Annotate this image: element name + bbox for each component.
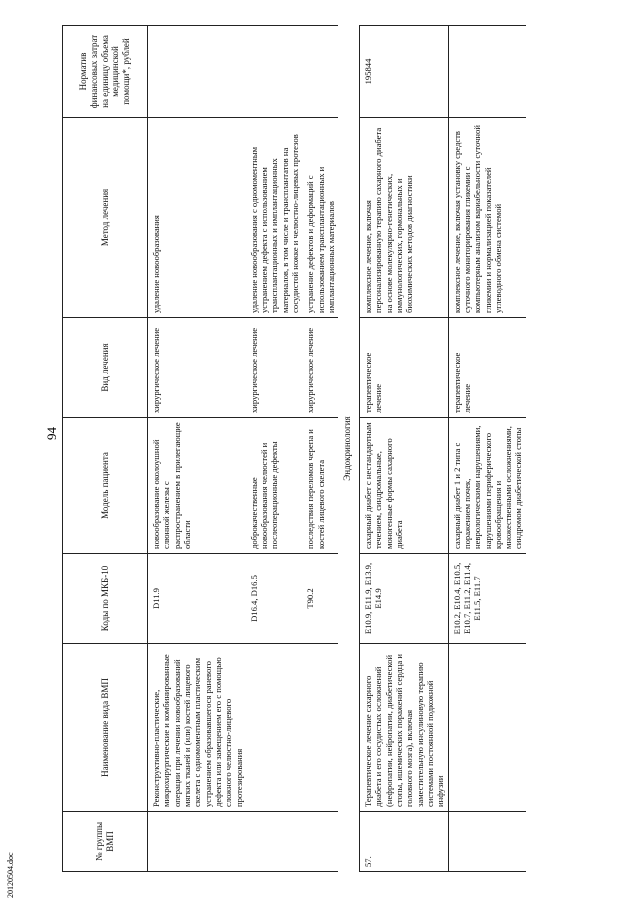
header-codes: Коды по МКБ-10: [63, 554, 148, 644]
cell-model: доброкачественные новообразования челюстей и послеоперационные дефекты: [246, 418, 303, 554]
cell-norm: [148, 26, 246, 118]
header-num: № группы ВМП: [63, 812, 148, 872]
cell-codes: T90.2: [302, 554, 338, 644]
cell-codes: E10.2, E10.4, E10.5, E10.7, E11.2, E11.4, E11.5, E11.7: [448, 554, 526, 644]
cell-model: сахарный диабет 1 и 2 типа с поражением почек, неврологическими нарушениями, нарушениями периферического кровообращения и множественными осложнениями, синдромом диабетической стопы: [448, 418, 526, 554]
vmp-table: [62, 25, 526, 872]
header-model: Модель пациента: [63, 418, 148, 554]
cell-codes: D16.4, D16.5: [246, 554, 303, 644]
table-row: [360, 26, 449, 872]
header-name: Наименование вида ВМП: [63, 644, 148, 812]
cell-type: хирургическое лечение: [302, 318, 338, 418]
table-row: [246, 26, 303, 872]
cell-method: устранение дефектов и деформаций с использованием трансплантационных и имплантационных материалов: [302, 118, 338, 318]
table-row: [448, 26, 526, 872]
section-row: [338, 26, 359, 872]
cell-codes: E10.9, E11.9, E13.9, E14.9: [360, 554, 449, 644]
cell-type: хирургическое лечение: [148, 318, 246, 418]
file-name: 20120504.doc: [6, 852, 15, 898]
header-norm: Норматив финансовых затрат на единицу объема медицинской помощи*, рублей: [63, 26, 148, 118]
cell-type: терапевтическое лечение: [448, 318, 526, 418]
cell-method: удаление новообразования с одномоментным устранением дефекта с использованием трансплантационных и имплантационных материалов, в том числе и трансплантатов на сосудистой ножке и челюстно-лицевых протезов: [246, 118, 303, 318]
cell-name: [246, 644, 303, 812]
cell-type: хирургическое лечение: [246, 318, 303, 418]
cell-model: сахарный диабет с нестандартным течением, синдромальные, моногенные формы сахарного диабета: [360, 418, 449, 554]
cell-model: новообразование околоушной слюнной железы с распространением в прилегающие области: [148, 418, 246, 554]
cell-num: 57.: [360, 812, 449, 872]
rotated-table-area: [62, 26, 622, 872]
cell-model: последствия переломов черепа и костей лицевого скелета: [302, 418, 338, 554]
table-header-row: [63, 26, 148, 872]
page-number: 94: [44, 427, 59, 440]
cell-codes: D11.9: [148, 554, 246, 644]
cell-method: комплексное лечение, включая персонализированную терапию сахарного диабета на основе молекулярно-генетических, иммунологических, гормональных и биохимических методов диагностики: [360, 118, 449, 318]
section-title: Эндокринология: [342, 416, 353, 481]
cell-name: [302, 644, 338, 812]
cell-num: [148, 812, 246, 872]
cell-num: [246, 812, 303, 872]
cell-norm: [448, 26, 526, 118]
table-row: [302, 26, 338, 872]
cell-norm: [246, 26, 303, 118]
cell-name: Терапевтическое лечение сахарного диабета и его сосудистых осложнений (нефропатии, нейропатии, диабетической стопы, ишемических поражений сердца и головного мозга), включая заместительную инсулиновую терапию системами постоянной подкожной инфузии: [360, 644, 449, 812]
table-row: [148, 26, 246, 872]
cell-norm: [302, 26, 338, 118]
cell-num: [448, 812, 526, 872]
cell-method: удаление новообразования: [148, 118, 246, 318]
cell-method: комплексное лечение, включая установку средств суточного мониторирования гликемии с компьютерным анализом вариабельности суточной гликемии и нормализацией показателей углеводного обмена системой: [448, 118, 526, 318]
cell-norm: 195844: [360, 26, 449, 118]
cell-type: терапевтическое лечение: [360, 318, 449, 418]
header-type: Вид лечения: [63, 318, 148, 418]
cell-name: [448, 644, 526, 812]
cell-name: Реконструктивно-пластические, микрохирургические и комбинированные операции при лечении новообразований мягких тканей и (или) костей лицевого скелета с одномоментным пластическим устранением образовавшегося раневого дефекта или замещением его с помощью сложного челюстно-лицевого протезирования: [148, 644, 246, 812]
header-method: Метод лечения: [63, 118, 148, 318]
cell-num: [302, 812, 338, 872]
